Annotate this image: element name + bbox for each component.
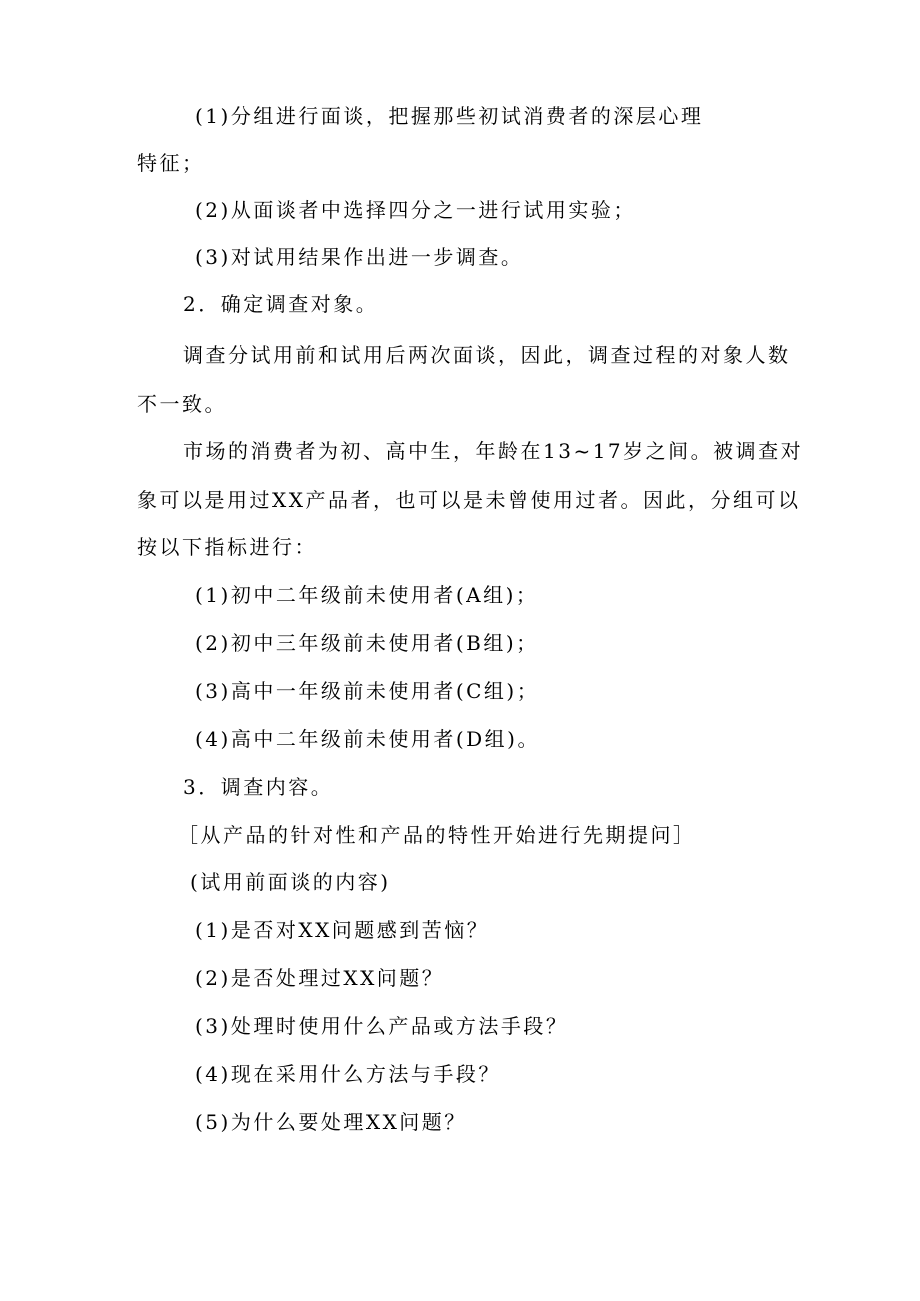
interview-step-3: (3)对试用结果作出进一步调查。 (195, 245, 524, 269)
pre-trial-interview-label: (试用前面谈的内容) (190, 870, 391, 894)
question-1: (1)是否对XX问题感到苦恼？ (195, 918, 490, 942)
paragraph-2-line-1: 市场的消费者为初、高中生，年龄在13~17岁之间。被调查对 (183, 439, 804, 463)
paragraph-1-line-2: 不一致。 (137, 392, 227, 416)
question-3: (3)处理时使用什么产品或方法手段？ (195, 1014, 569, 1038)
paragraph-2-line-2: 象可以是用过XX产品者，也可以是未曾使用过者。因此，分组可以 (137, 488, 801, 512)
group-item-d: (4)高中二年级前未使用者(D组)。 (195, 727, 540, 751)
interview-step-1-line-1: (1)分组进行面谈，把握那些初试消费者的深层心理 (195, 104, 704, 128)
section-2-heading: 2．确定调查对象。 (183, 292, 379, 316)
question-2: (2)是否处理过XX问题？ (195, 966, 445, 990)
question-5: (5)为什么要处理XX问题？ (195, 1110, 467, 1134)
paragraph-1-line-1: 调查分试用前和试用后两次面谈，因此，调查过程的对象人数 (183, 343, 791, 367)
group-item-a: (1)初中二年级前未使用者(A组)； (195, 583, 539, 607)
question-4: (4)现在采用什么方法与手段？ (195, 1062, 501, 1086)
section-3-heading: 3．调查内容。 (183, 775, 334, 799)
paragraph-2-line-3: 按以下指标进行： (137, 535, 317, 559)
questioning-note: ［从产品的针对性和产品的特性开始进行先期提问］ (178, 823, 696, 847)
interview-step-1-line-2: 特征； (137, 151, 205, 175)
group-item-b: (2)初中三年级前未使用者(B组)； (195, 631, 539, 655)
interview-step-2: (2)从面谈者中选择四分之一进行试用实验； (195, 198, 636, 222)
group-item-c: (3)高中一年级前未使用者(C组)； (195, 679, 540, 703)
